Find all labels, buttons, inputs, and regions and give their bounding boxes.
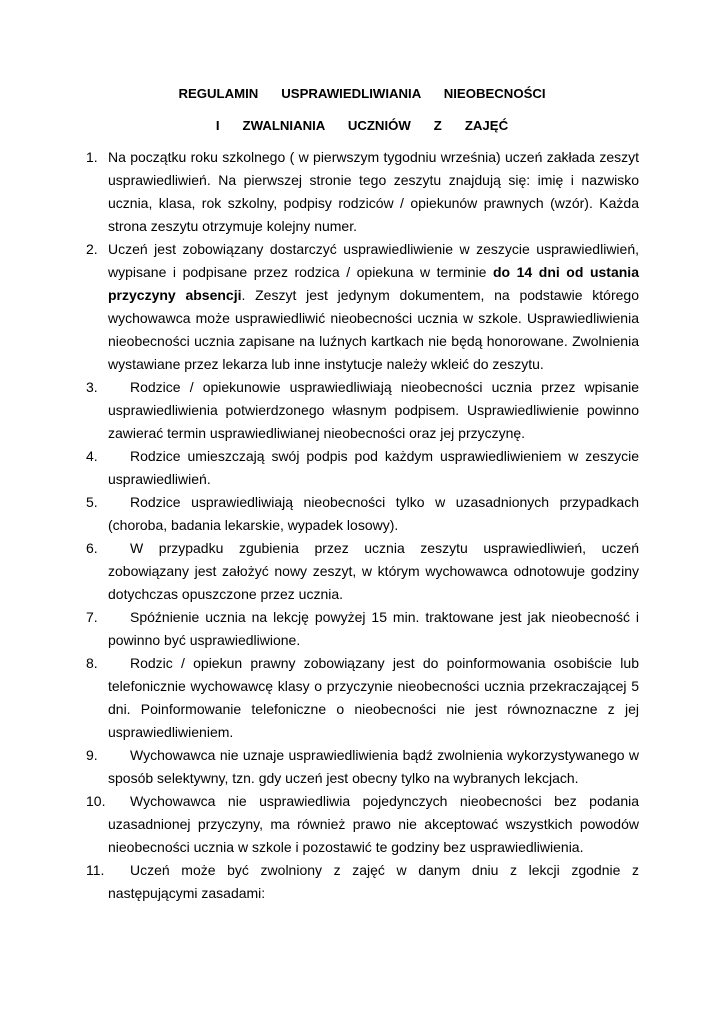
list-item <box>0 744 724 790</box>
list-item-number: 6. <box>86 540 98 556</box>
list-item-text: Uczeń może być zwolniony z zajęć w danym dniu z lekcji zgodnie z następującymi zasadami: <box>108 862 639 901</box>
list-item-number: 3. <box>86 379 98 395</box>
list-item-text: Wychowawca nie usprawiedliwia pojedynczych nieobecności bez podania uzasadnionej przyczyny, ma również prawo nie akceptować wszystkich powodów nieobecności ucznia w szkole i pozostawić te godziny bez usprawiedliwienia. <box>108 793 639 855</box>
list-item-number: 8. <box>86 655 98 671</box>
list-item <box>0 790 724 859</box>
rules-list <box>0 146 724 905</box>
list-item-number: 11. <box>86 862 105 878</box>
list-item-number: 10. <box>86 793 106 809</box>
list-item-number: 7. <box>86 609 98 625</box>
list-item-number: 9. <box>86 747 98 763</box>
list-item-text: Na początku roku szkolnego ( w pierwszym tygodniu września) uczeń zakłada zeszyt usprawiedliwień. Na pierwszej stronie tego zeszytu znajdują się: imię i nazwisko ucznia, klasa, rok szkolny, podpisy rodziców / opiekunów prawnych (wzór). Każda strona zeszytu otrzymuje kolejny numer. <box>108 149 639 234</box>
list-item-text <box>108 238 639 376</box>
list-item-number: 4. <box>86 448 98 464</box>
list-item <box>0 859 724 905</box>
list-item <box>0 146 724 238</box>
list-item-number: 5. <box>86 494 98 510</box>
list-item-text: W przypadku zgubienia przez ucznia zeszytu usprawiedliwień, uczeń zobowiązany jest założyć nowy zeszyt, w którym wychowawca odnotowuje godziny dotychczas opuszczone przez ucznia. <box>108 540 639 602</box>
list-item-text-part: Uczeń jest zobowiązany dostarczyć usprawiedliwienie w zeszycie usprawiedliwień, wypisane i podpisane przez rodzica / opiekuna w terminie <box>108 241 639 280</box>
list-item-text: Rodzic / opiekun prawny zobowiązany jest do poinformowania osobiście lub telefonicznie wychowawcę klasy o przyczynie nieobecności ucznia przekraczającej 5 dni. Poinformowanie telefoniczne o nieobecności nie jest równoznaczne z jej usprawiedliwieniem. <box>108 655 639 740</box>
list-item-number: 2. <box>86 241 98 257</box>
list-item-text: Wychowawca nie uznaje usprawiedliwienia bądź zwolnienia wykorzystywanego w sposób selektywny, tzn. gdy uczeń jest obecny tylko na wybranych lekcjach. <box>108 747 639 786</box>
list-item-text: Spóźnienie ucznia na lekcję powyżej 15 min. traktowane jest jak nieobecność i powinno być usprawiedliwione. <box>108 609 639 648</box>
list-item-text-part: . Zeszyt jest jedynym dokumentem, na podstawie którego wychowawca może usprawiedliwić nieobecności ucznia w szkole. Usprawiedliwienia nieobecności ucznia zapisane na luźnych kartkach nie będą honorowane. Zwolnienia wystawiane przez lekarza lub inne instytucje należy wkleić do zeszytu. <box>108 287 639 372</box>
list-item <box>0 606 724 652</box>
list-item-text: Rodzice / opiekunowie usprawiedliwiają nieobecności ucznia przez wpisanie usprawiedliwienia potwierdzonego własnym podpisem. Usprawiedliwienie powinno zawierać termin usprawiedliwianej nieobecności oraz jej przyczynę. <box>108 379 639 441</box>
list-item <box>0 445 724 491</box>
deadline-emphasis: do 14 dni od ustania przyczyny absencji <box>108 264 639 303</box>
list-item <box>0 652 724 744</box>
document-subtitle: I ZWALNIANIA UCZNIÓW Z ZAJĘĆ <box>215 118 509 133</box>
list-item <box>0 491 724 537</box>
list-item <box>0 238 724 376</box>
list-item-number: 1. <box>86 149 98 165</box>
list-item <box>0 376 724 445</box>
list-item-text: Rodzice usprawiedliwiają nieobecności tylko w uzasadnionych przypadkach (choroba, badania lekarskie, wypadek losowy). <box>108 494 639 533</box>
document-title: REGULAMIN USPRAWIEDLIWIANIA NIEOBECNOŚCI <box>178 86 546 101</box>
list-item-text: Rodzice umieszczają swój podpis pod każdym usprawiedliwieniem w zeszycie usprawiedliwień. <box>108 448 639 487</box>
list-item <box>0 537 724 606</box>
